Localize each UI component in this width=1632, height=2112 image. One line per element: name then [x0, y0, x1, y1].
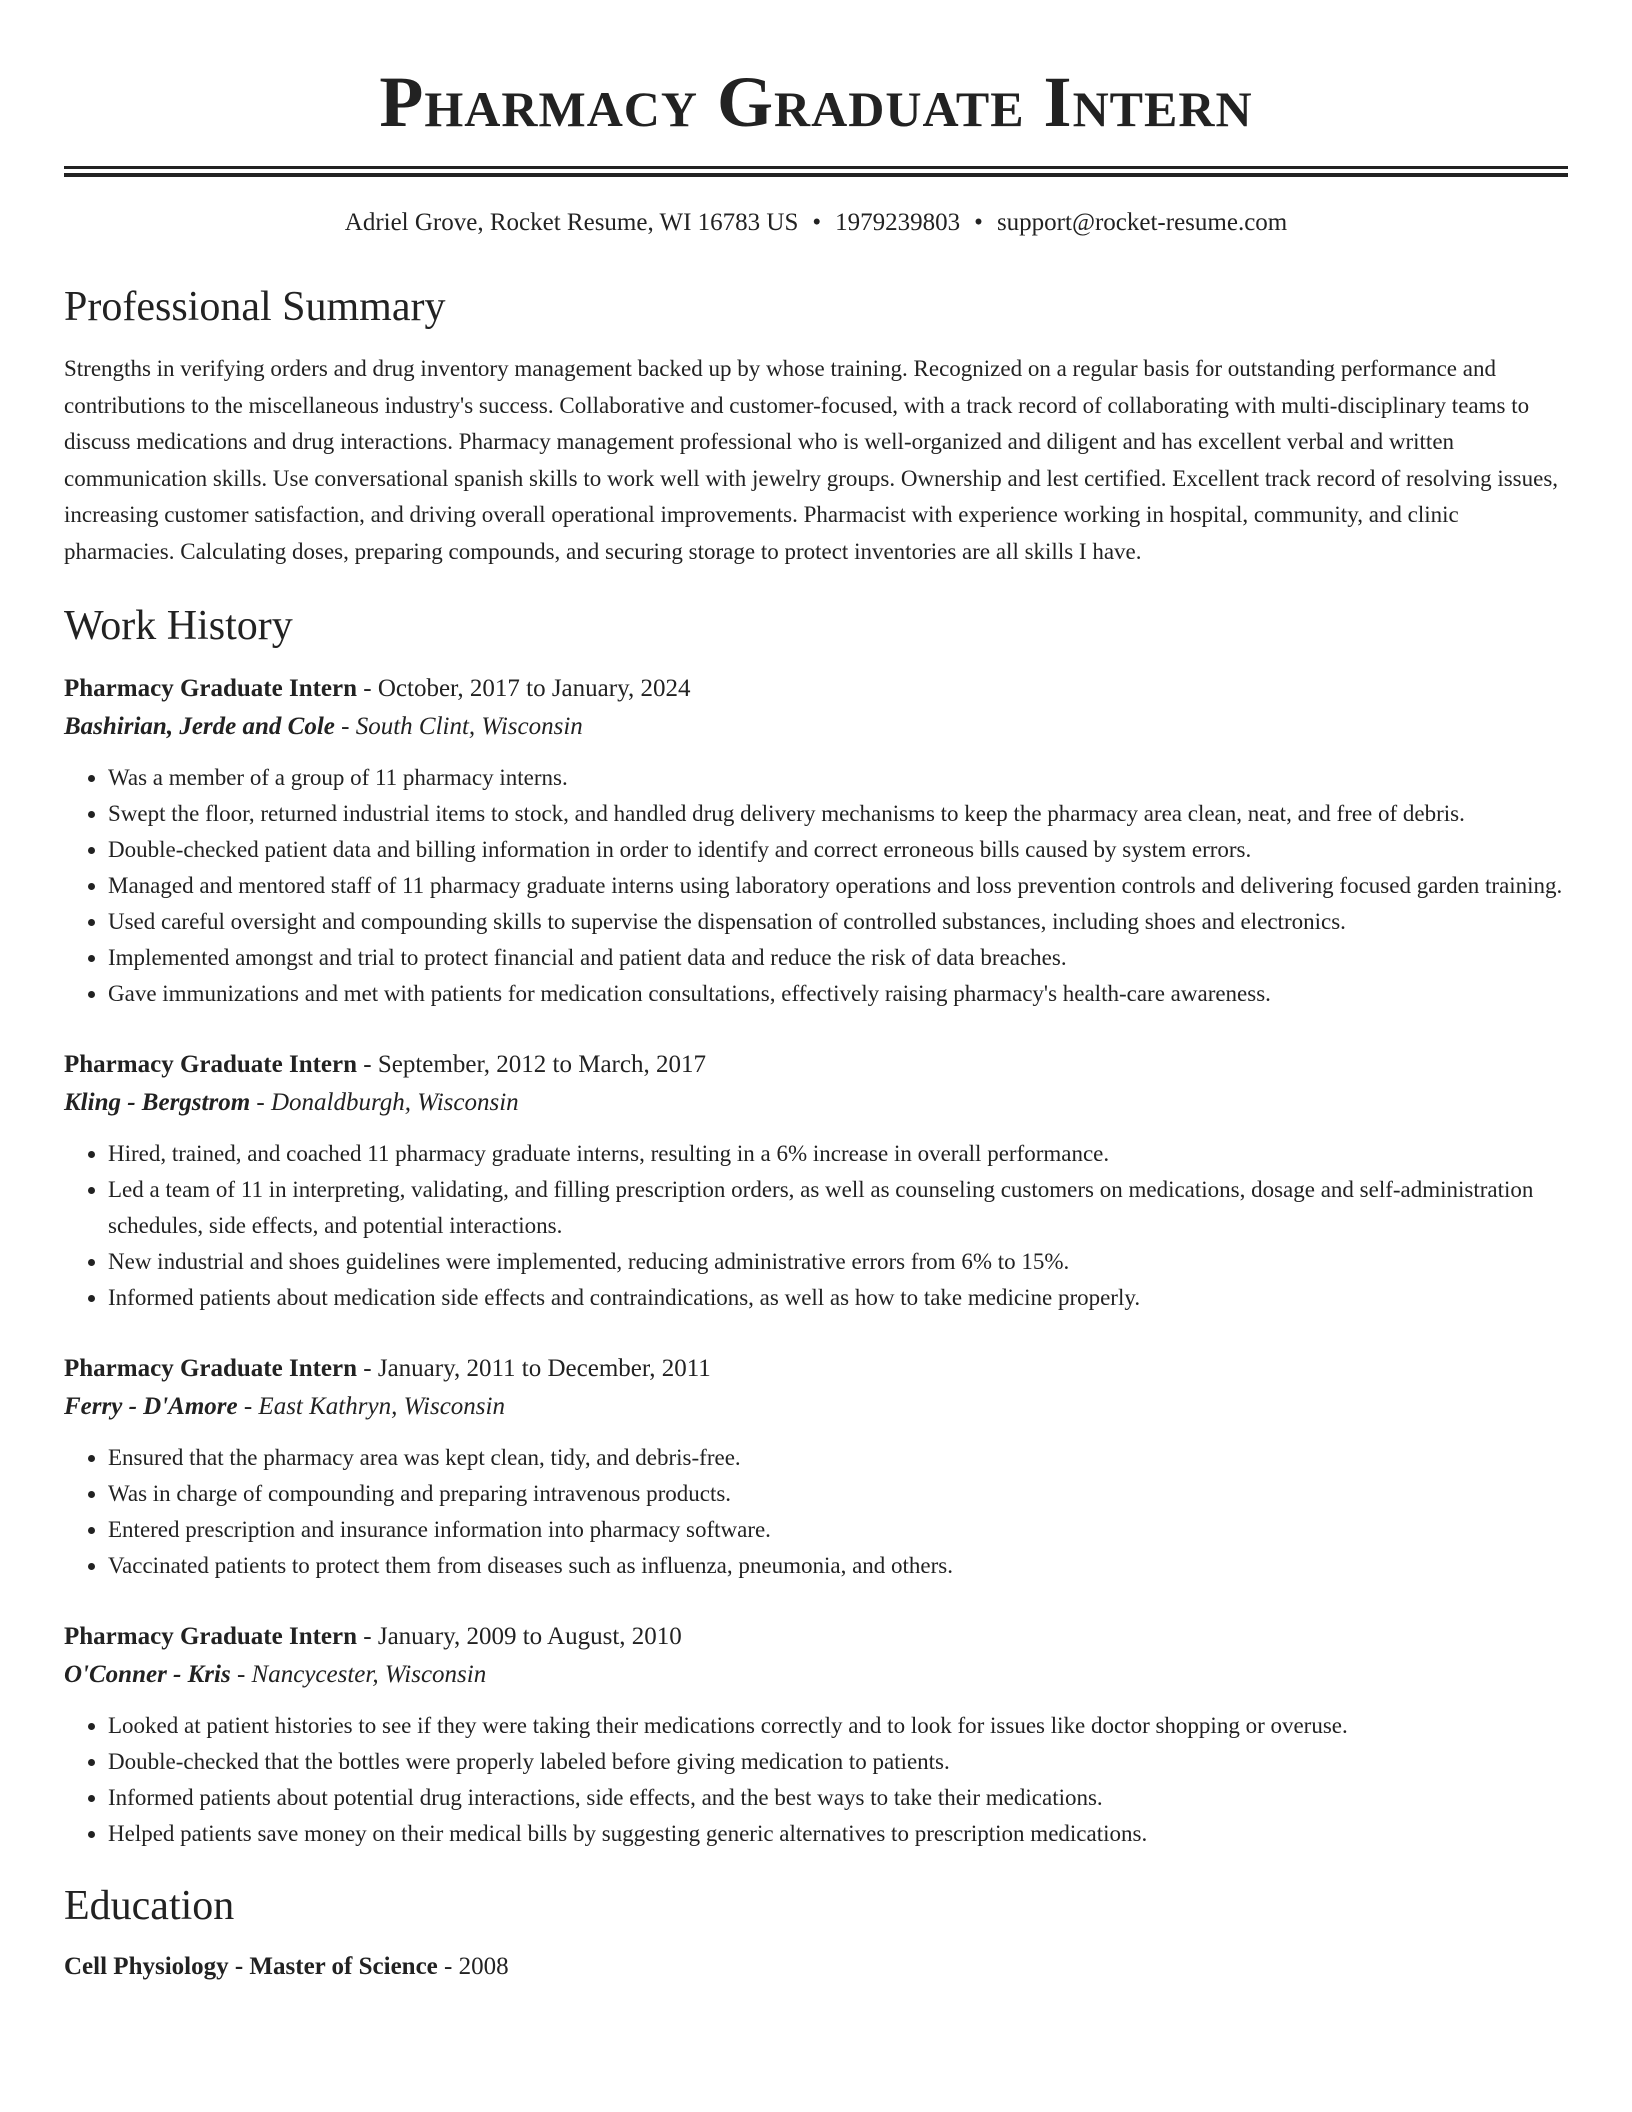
education-degree: Cell Physiology - Master of Science — [64, 1953, 438, 1980]
job-role: Pharmacy Graduate Intern — [64, 1355, 358, 1382]
title-divider — [64, 166, 1568, 169]
job-entry — [64, 1350, 1568, 1584]
list-item: • Informed patients about medication side effects and contraindications, as well as how to take medicine properly. — [108, 1280, 1568, 1316]
summary-text: Strengths in verifying orders and drug inventory management backed up by whose training. Recognized on a regular basis for outstanding performance and contributions to the miscellaneous industry's success. Collaborative and customer-focused, with a track record of collaborating with multi-disciplinary teams to discuss medications and drug interactions. Pharmacy management professional who is well-organized and diligent and has excellent verbal and written communication skills. Use conversational spanish skills to work well with jewelry groups. Ownership and lest certified. Excellent track record of resolving issues, increasing customer satisfaction, and driving overall operational improvements. Pharmacist with experience working in hospital, community, and clinic pharmacies. Calculating doses, preparing compounds, and securing storage to protect inventories are all skills I have. — [64, 356, 1559, 564]
job-header — [64, 1046, 1568, 1084]
job-role: Pharmacy Graduate Intern — [64, 1623, 358, 1650]
company-line — [64, 708, 1568, 746]
summary-heading: Professional Summary — [64, 284, 446, 330]
contact-address: Adriel Grove, Rocket Resume, WI 16783 US — [344, 209, 799, 236]
list-item: • Was a member of a group of 11 pharmacy interns. — [108, 760, 1568, 796]
job-dates: - January, 2011 to December, 2011 — [357, 1355, 711, 1382]
job-bullets — [64, 1136, 1568, 1316]
page-title: Pharmacy Graduate Intern — [379, 62, 1253, 142]
company-line — [64, 1388, 1568, 1426]
list-item: • Implemented amongst and trial to protect financial and patient data and reduce the risk of data breaches. — [108, 940, 1568, 976]
list-item: • Used careful oversight and compounding skills to supervise the dispensation of controlled substances, including shoes and electronics. — [108, 904, 1568, 940]
list-item: • Helped patients save money on their medical bills by suggesting generic alternatives to prescription medications. — [108, 1816, 1568, 1852]
list-item: • Gave immunizations and met with patients for medication consultations, effectively raising pharmacy's health-care awareness. — [108, 976, 1568, 1012]
list-item: • New industrial and shoes guidelines were implemented, reducing administrative errors from 6% to 15%. — [108, 1244, 1568, 1280]
list-item: • Double-checked that the bottles were properly labeled before giving medication to patients. — [108, 1744, 1568, 1780]
work-history-heading: Work History — [64, 603, 293, 649]
job-role: Pharmacy Graduate Intern — [64, 675, 358, 702]
list-item: • Swept the floor, returned industrial items to stock, and handled drug delivery mechanisms to keep the pharmacy area clean, neat, and free of debris. — [108, 796, 1568, 832]
company-name: Bashirian, Jerde and Cole — [64, 713, 335, 740]
education-year: - 2008 — [437, 1953, 509, 1980]
contact-line — [64, 207, 1568, 239]
contact-email: support@rocket-resume.com — [996, 209, 1288, 236]
job-header — [64, 670, 1568, 708]
company-location: - Donaldburgh, Wisconsin — [250, 1089, 519, 1116]
job-entry — [64, 670, 1568, 1012]
company-line — [64, 1656, 1568, 1694]
job-header — [64, 1350, 1568, 1388]
company-location: - East Kathryn, Wisconsin — [237, 1393, 505, 1420]
company-line — [64, 1084, 1568, 1122]
list-item: • Hired, trained, and coached 11 pharmacy graduate interns, resulting in a 6% increase in overall performance. — [108, 1136, 1568, 1172]
education-entry — [64, 1948, 1568, 1986]
job-entry — [64, 1046, 1568, 1316]
contact-separator: • — [812, 209, 822, 236]
contact-phone: 1979239803 — [835, 209, 961, 236]
list-item: • Was in charge of compounding and preparing intravenous products. — [108, 1476, 1568, 1512]
list-item: • Looked at patient histories to see if they were taking their medications correctly and to look for issues like doctor shopping or overuse. — [108, 1708, 1568, 1744]
company-name: O'Conner - Kris — [64, 1661, 231, 1688]
job-bullets — [64, 760, 1568, 1012]
list-item: • Vaccinated patients to protect them from diseases such as influenza, pneumonia, and others. — [108, 1548, 1568, 1584]
job-bullets — [64, 1708, 1568, 1852]
list-item: • Informed patients about potential drug interactions, side effects, and the best ways to take their medications. — [108, 1780, 1568, 1816]
list-item: • Entered prescription and insurance information into pharmacy software. — [108, 1512, 1568, 1548]
list-item: • Double-checked patient data and billing information in order to identify and correct erroneous bills caused by system errors. — [108, 832, 1568, 868]
job-dates: - September, 2012 to March, 2017 — [357, 1051, 706, 1078]
job-entry — [64, 1618, 1568, 1852]
job-header — [64, 1618, 1568, 1656]
job-role: Pharmacy Graduate Intern — [64, 1051, 358, 1078]
company-location: - South Clint, Wisconsin — [334, 713, 583, 740]
company-location: - Nancycester, Wisconsin — [230, 1661, 487, 1688]
contact-separator: • — [974, 209, 983, 236]
job-dates: - October, 2017 to January, 2024 — [357, 675, 691, 702]
company-name: Kling - Bergstrom — [64, 1089, 251, 1116]
list-item: • Managed and mentored staff of 11 pharmacy graduate interns using laboratory operations and loss prevention controls and delivering focused garden training. — [108, 868, 1568, 904]
education-heading: Education — [64, 1883, 235, 1929]
company-name: Ferry - D'Amore — [64, 1393, 238, 1420]
list-item: • Ensured that the pharmacy area was kept clean, tidy, and debris-free. — [108, 1440, 1568, 1476]
job-dates: - January, 2009 to August, 2010 — [357, 1623, 682, 1650]
job-bullets — [64, 1440, 1568, 1584]
list-item: • Led a team of 11 in interpreting, validating, and filling prescription orders, as well as counseling customers on medications, dosage and self-administration schedules, side effects, and potential interactions. — [108, 1172, 1568, 1244]
